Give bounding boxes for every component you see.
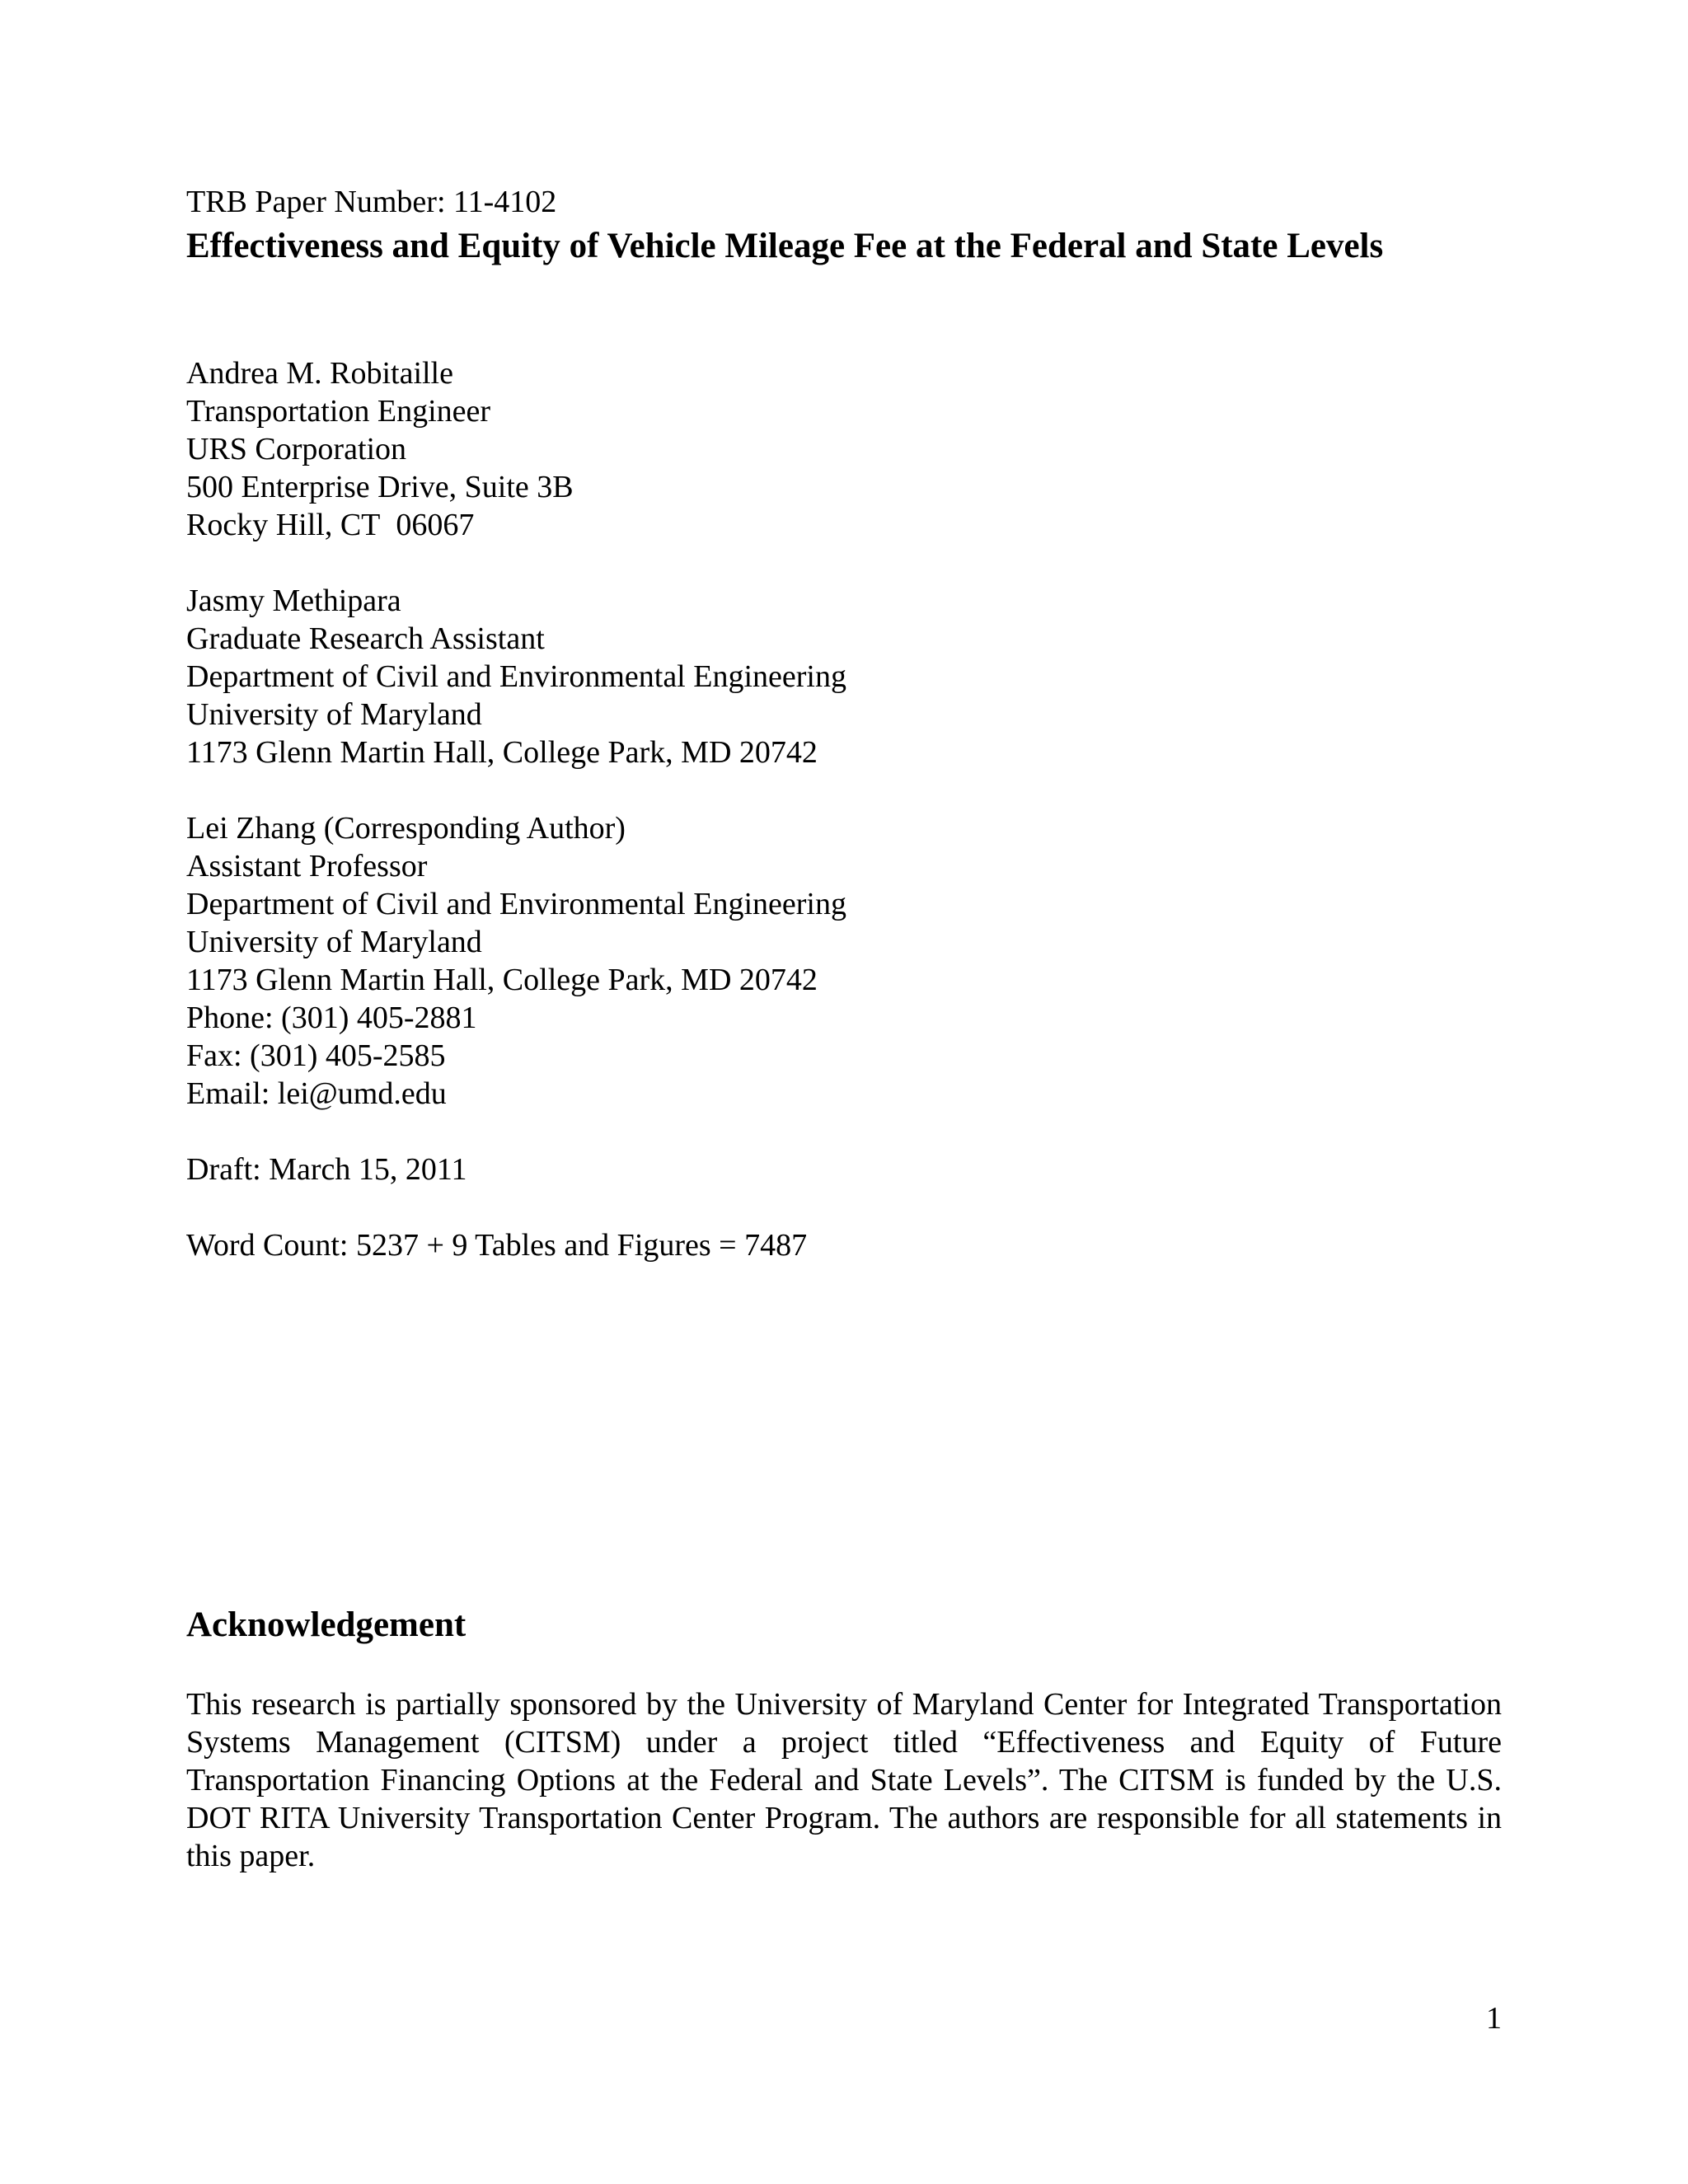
author-position: Graduate Research Assistant (186, 621, 545, 656)
author-fax: Fax: (301) 405-2585 (186, 1038, 446, 1073)
author-name: Andrea M. Robitaille (186, 356, 453, 391)
acknowledgement-heading: Acknowledgement (186, 1605, 467, 1644)
author-email: Email: lei@umd.edu (186, 1076, 447, 1111)
page-number: 1 (1486, 2001, 1502, 2036)
author-name: Lei Zhang (Corresponding Author) (186, 811, 626, 846)
author-organization: URS Corporation (186, 432, 407, 466)
author-address: 1173 Glenn Martin Hall, College Park, MD 20742 (186, 963, 818, 997)
acknowledgement-body: This research is partially sponsored by the University of Maryland Center for Integrated Transportation Systems Management (CITSM) under a project titled “Effectiveness and Equity of Future Transportation Financing Options at the Federal and State Levels”. The CITSM is funded by the U.S. DOT RITA University Transportation Center Program. The authors are responsible for all statements in this paper. (186, 1687, 1502, 1873)
author-position: Transportation Engineer (186, 394, 491, 429)
author-block-robitaille (186, 354, 1502, 544)
paper-number: TRB Paper Number: 11-4102 (186, 185, 557, 219)
author-phone: Phone: (301) 405-2881 (186, 1001, 477, 1035)
author-university: University of Maryland (186, 925, 482, 959)
author-address-city: Rocky Hill, CT 06067 (186, 508, 475, 542)
author-department: Department of Civil and Environmental Engineering (186, 887, 846, 921)
author-department: Department of Civil and Environmental Engineering (186, 659, 846, 694)
author-address-street: 500 Enterprise Drive, Suite 3B (186, 470, 574, 504)
author-name: Jasmy Methipara (186, 583, 401, 618)
paper-title: Effectiveness and Equity of Vehicle Mileage Fee at the Federal and State Levels (186, 227, 1384, 265)
word-count: Word Count: 5237 + 9 Tables and Figures = 7487 (186, 1228, 808, 1263)
draft-date: Draft: March 15, 2011 (186, 1152, 467, 1187)
author-position: Assistant Professor (186, 849, 428, 883)
author-university: University of Maryland (186, 697, 482, 732)
author-block-methipara (186, 582, 1502, 771)
author-address: 1173 Glenn Martin Hall, College Park, MD 20742 (186, 735, 818, 770)
author-block-zhang (186, 809, 1502, 1113)
